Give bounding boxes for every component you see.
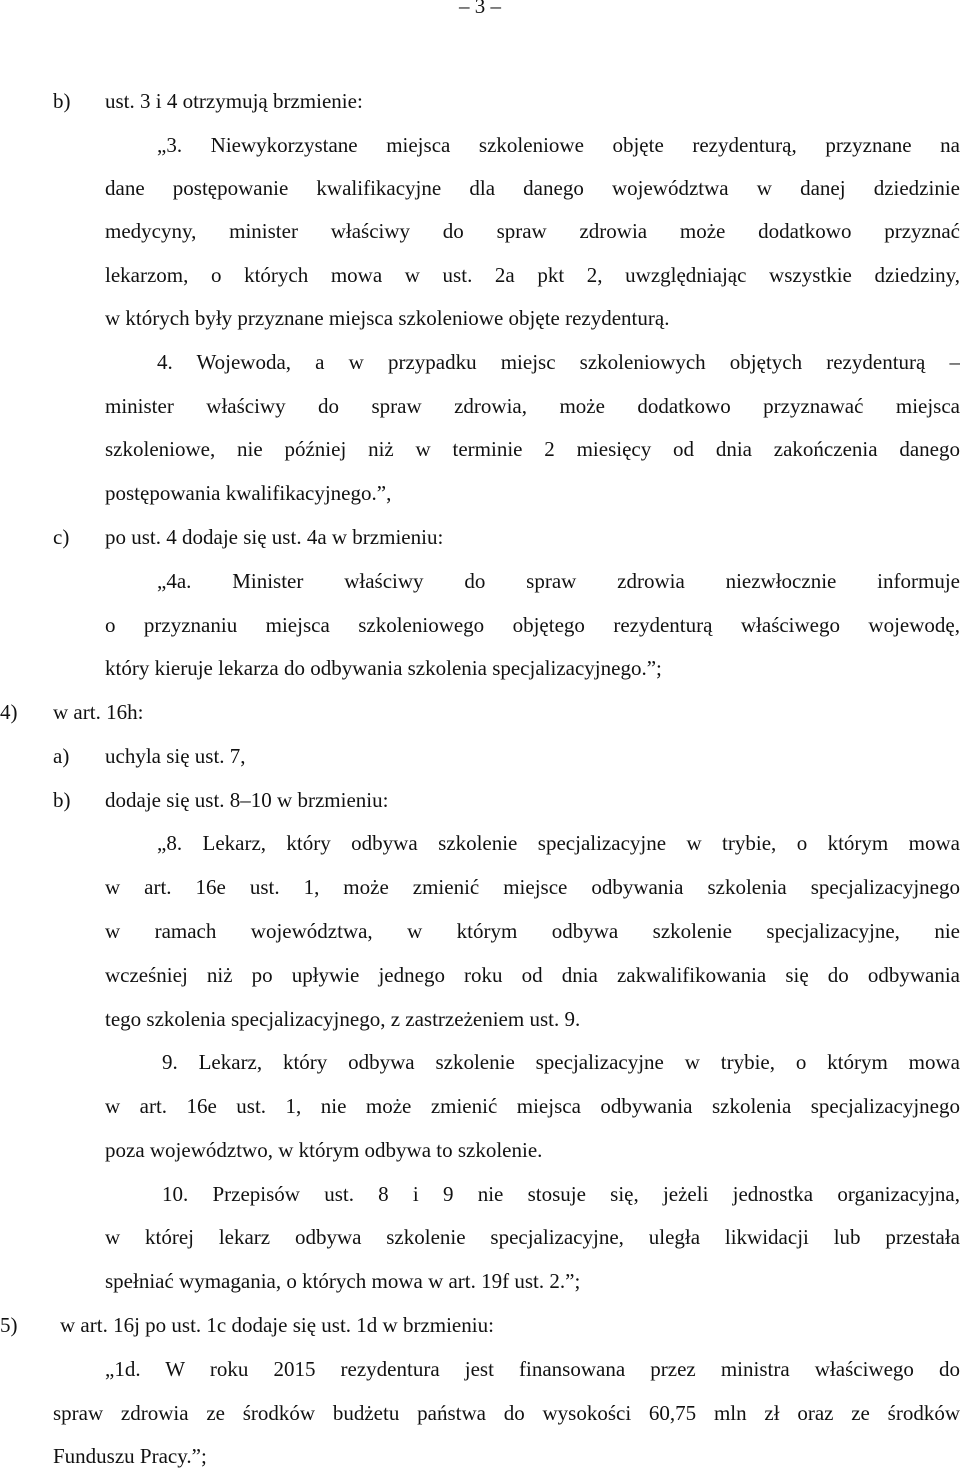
document-line: w których były przyznane miejsca szkoleniowe objęte rezydenturą. (105, 306, 670, 330)
document-line: ust. 3 i 4 otrzymują brzmienie: (105, 89, 363, 113)
list-marker: b) (53, 89, 71, 113)
document-line: „3. Niewykorzystane miejsca szkoleniowe objęte rezydenturą, przyznane na (157, 133, 960, 157)
document-line: 4. Wojewoda, a w przypadku miejsc szkoleniowych objętych rezydenturą – (157, 350, 960, 374)
document-line: szkoleniowe, nie później niż w terminie 2 miesięcy od dnia zakończenia danego (105, 437, 960, 461)
document-line: minister właściwy do spraw zdrowia, może dodatkowo przyznawać miejsca (105, 394, 960, 418)
page-number: – 3 – (459, 0, 501, 18)
document-line: lekarzom, o których mowa w ust. 2a pkt 2, uwzględniając wszystkie dziedziny, (105, 263, 960, 287)
list-marker: a) (53, 744, 70, 768)
document-line: o przyznaniu miejsca szkoleniowego objętego rezydenturą właściwego wojewodę, (105, 613, 960, 637)
document-line: Funduszu Pracy.”; (53, 1444, 207, 1468)
list-marker: 5) (0, 1313, 18, 1337)
document-line: 9. Lekarz, który odbywa szkolenie specjalizacyjne w trybie, o którym mowa (162, 1050, 960, 1074)
list-marker: c) (53, 525, 70, 549)
document-line: wcześniej niż po upływie jednego roku od dnia zakwalifikowania się do odbywania (105, 963, 960, 987)
document-line: który kieruje lekarza do odbywania szkolenia specjalizacyjnego.”; (105, 656, 662, 680)
document-line: w ramach województwa, w którym odbywa szkolenie specjalizacyjne, nie (105, 919, 960, 943)
document-line: w art. 16j po ust. 1c dodaje się ust. 1d w brzmieniu: (60, 1313, 494, 1337)
document-line: w art. 16e ust. 1, może zmienić miejsce odbywania szkolenia specjalizacyjnego (105, 875, 960, 899)
document-line: „4a. Minister właściwy do spraw zdrowia niezwłocznie informuje (157, 569, 960, 593)
document-line: 10. Przepisów ust. 8 i 9 nie stosuje się, jeżeli jednostka organizacyjna, (162, 1182, 960, 1206)
document-line: po ust. 4 dodaje się ust. 4a w brzmieniu: (105, 525, 444, 549)
document-line: spraw zdrowia ze środków budżetu państwa do wysokości 60,75 mln zł oraz ze środków (53, 1401, 960, 1425)
document-line: w której lekarz odbywa szkolenie specjalizacyjne, uległa likwidacji lub przestała (105, 1225, 960, 1249)
document-line: spełniać wymagania, o których mowa w art. 19f ust. 2.”; (105, 1269, 581, 1293)
list-marker: b) (53, 788, 71, 812)
document-line: „1d. W roku 2015 rezydentura jest finansowana przez ministra właściwego do (105, 1357, 960, 1381)
document-line: medycyny, minister właściwy do spraw zdrowia może dodatkowo przyznać (105, 219, 960, 243)
document-line: tego szkolenia specjalizacyjnego, z zastrzeżeniem ust. 9. (105, 1007, 581, 1031)
document-line: „8. Lekarz, który odbywa szkolenie specjalizacyjne w trybie, o którym mowa (157, 831, 960, 855)
document-line: dane postępowanie kwalifikacyjne dla danego województwa w danej dziedzinie (105, 176, 960, 200)
document-line: w art. 16e ust. 1, nie może zmienić miejsca odbywania szkolenia specjalizacyjnego (105, 1094, 960, 1118)
document-line: w art. 16h: (53, 700, 144, 724)
list-marker: 4) (0, 700, 18, 724)
document-line: uchyla się ust. 7, (105, 744, 246, 768)
document-line: postępowania kwalifikacyjnego.”, (105, 481, 392, 505)
document-line: dodaje się ust. 8–10 w brzmieniu: (105, 788, 389, 812)
document-line: poza województwo, w którym odbywa to szkolenie. (105, 1138, 543, 1162)
